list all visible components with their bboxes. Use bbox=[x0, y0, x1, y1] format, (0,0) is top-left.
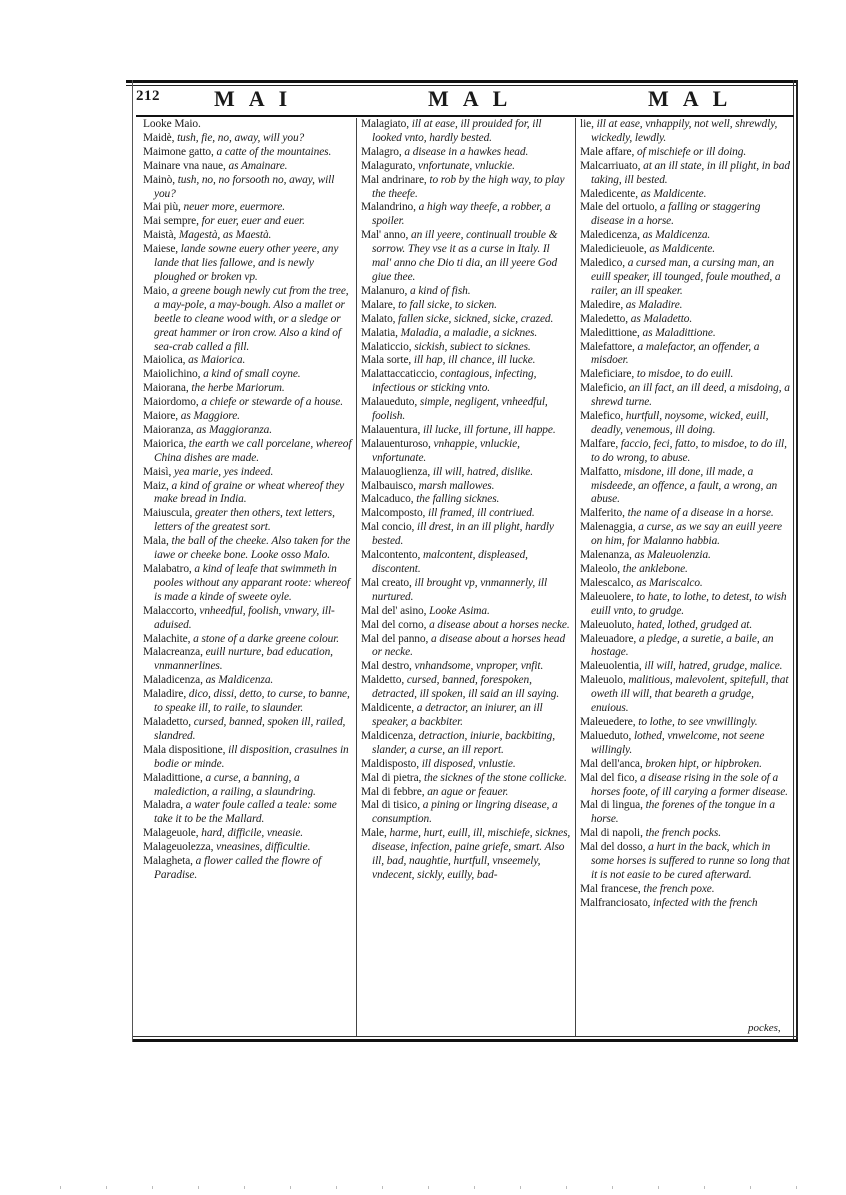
dictionary-entry: Maledittione, as Maladittione. bbox=[580, 326, 716, 339]
dictionary-entry: Maledicieuole, as Maldicente. bbox=[580, 243, 716, 256]
catchword: pockes, bbox=[748, 1022, 781, 1034]
border-left-rule bbox=[132, 80, 133, 1042]
dictionary-column-1 bbox=[143, 118, 353, 1036]
dictionary-entry: Malattaccaticcio, contagious, infecting, infectious or sticking vnto. bbox=[361, 368, 537, 395]
dictionary-entry: Maleficiare, to misdoe, to do euill. bbox=[580, 368, 734, 381]
border-top-rule bbox=[126, 80, 798, 83]
dictionary-entry: Malcontento, malcontent, displeased, discontent. bbox=[361, 549, 528, 575]
dictionary-entry: Malefico, hurtfull, noysome, wicked, euill, deadly, venemous, ill doing. bbox=[580, 410, 769, 436]
dictionary-entry: Malacreanza, euill nurture, bad education, vnmannerlines. bbox=[143, 646, 333, 673]
dictionary-entry: Mal dell'anca, broken hipt, or hipbroken. bbox=[580, 757, 762, 770]
dictionary-entry: Malenanza, as Maleuolenzia. bbox=[580, 549, 711, 562]
dictionary-entry: Maledicenza, as Maldicenza. bbox=[580, 229, 711, 242]
dictionary-entry: Malenaggia, a curse, as we say an euill yeere on him, for Malanno habbia. bbox=[580, 521, 782, 548]
dictionary-entry: Mal' anno, an ill yeere, continuall trouble & sorrow. They vse it as a curse in Italy. Il mal' anno che Dio ti dia, an ill yeere God giue thee. bbox=[361, 229, 558, 283]
dictionary-entry: Maleuolentia, ill will, hatred, grudge, malice. bbox=[580, 660, 783, 673]
dictionary-entry: Maleuedere, to lothe, to see vnwillingly. bbox=[580, 715, 758, 728]
dictionary-entry: Mala sorte, ill hap, ill chance, ill lucke. bbox=[361, 354, 536, 367]
dictionary-entry: Mal del fico, a disease rising in the sole of a horses foote, of ill carying a former disease. bbox=[580, 771, 788, 798]
dictionary-entry: Mal di tisico, a pining or lingring disease, a consumption. bbox=[361, 799, 558, 826]
dictionary-entry: Male, harme, hurt, euill, ill, mischiefe, sicknes, disease, infection, paine griefe, smart. Also ill, bad, naughtie, hurtfull, vnseemely, vndecent, sickly, euilly, bad- bbox=[361, 827, 571, 881]
dictionary-entry: Mal creato, ill brought vp, vnmannerly, ill nurtured. bbox=[361, 576, 548, 603]
dictionary-entry: Mal francese, the french poxe. bbox=[580, 882, 715, 895]
dictionary-entry: Malauoglienza, ill will, hatred, dislike. bbox=[361, 465, 534, 478]
dictionary-entry: Maiese, lande sowne euery other yeere, any lande that lies fallowe, and is newly ploughed or broken vp. bbox=[143, 243, 339, 283]
border-bottom-rule-inner bbox=[132, 1036, 798, 1037]
dictionary-entry: Maleuolo, malitious, malevolent, spitefull, that oweth ill will, that beareth a grudge, enuious. bbox=[580, 674, 789, 715]
dictionary-entry: Mal di lingua, the forenes of the tongue in a horse. bbox=[580, 799, 776, 826]
dictionary-entry: Looke Maio. bbox=[143, 118, 201, 130]
dictionary-entry: Maldetto, cursed, banned, forespoken, detracted, ill spoken, ill said an ill saying. bbox=[361, 674, 560, 701]
dictionary-column-3 bbox=[580, 118, 790, 1036]
dictionary-entry: Maleuoluto, hated, lothed, grudged at. bbox=[580, 618, 753, 631]
dictionary-entry: Malefattore, a malefactor, an offender, a misdoer. bbox=[580, 340, 760, 367]
dictionary-entry: Malandrino, a high way theefe, a robber, a spoiler. bbox=[361, 201, 551, 228]
dictionary-entry: Mainare vna naue, as Amainare. bbox=[143, 159, 288, 172]
dictionary-entry: Maiolica, as Maiorica. bbox=[143, 354, 246, 367]
dictionary-entry: Maiolichino, a kind of small coyne. bbox=[143, 368, 301, 381]
dictionary-entry: lie, ill at ease, vnhappily, not well, shrewdly, wickedly, lewdly. bbox=[580, 118, 778, 144]
running-head-middle: MAL bbox=[428, 86, 522, 111]
running-head-right: MAL bbox=[648, 86, 742, 111]
dictionary-entry: Malcarriuato, at an ill state, in ill plight, in bad taking, ill bested. bbox=[580, 159, 790, 186]
header-rule bbox=[136, 115, 794, 117]
dictionary-entry: Maimone gatto, a catte of the mountaines. bbox=[143, 145, 332, 158]
dictionary-entry: Maldicenza, detraction, iniurie, backbiting, slander, a curse, an ill report. bbox=[361, 729, 555, 756]
dictionary-entry: Maiz, a kind of graine or wheat whereof they make bread in India. bbox=[143, 479, 345, 506]
dictionary-entry: Malferito, the name of a disease in a horse. bbox=[580, 507, 774, 520]
dictionary-entry: Maladra, a water foule called a teale: some take it to be the Mallard. bbox=[143, 799, 337, 826]
border-right-rule bbox=[796, 80, 798, 1042]
dictionary-entry: Malageuolezza, vneasines, difficultie. bbox=[143, 841, 311, 854]
dictionary-entry: Malfatto, misdone, ill done, ill made, a misdeede, an offence, a fault, a wrong, an abuse. bbox=[580, 465, 778, 506]
dictionary-entry: Malaueduto, simple, negligent, vnheedful, foolish. bbox=[361, 396, 548, 423]
dictionary-entry: Maladicenza, as Maldicenza. bbox=[143, 674, 274, 687]
running-head-left: MAI bbox=[214, 86, 302, 111]
dictionary-entry: Malageuole, hard, difficile, vneasie. bbox=[143, 827, 304, 840]
dictionary-entry: Malfare, faccio, feci, fatto, to misdoe, to do ill, to do wrong, to abuse. bbox=[580, 437, 787, 464]
dictionary-entry: Malfranciosato, infected with the french bbox=[580, 896, 758, 909]
dictionary-entry: Mal del' asino, Looke Asima. bbox=[361, 604, 490, 617]
dictionary-entry: Maiore, as Maggiore. bbox=[143, 410, 240, 423]
dictionary-entry: Maioranza, as Maggioranza. bbox=[143, 423, 273, 436]
dictionary-entry: Malcaduco, the falling sicknes. bbox=[361, 493, 500, 506]
dictionary-entry: Mal del dosso, a hurt in the back, which in some horses is suffered to runne so long that it is not easie to be cured afterward. bbox=[580, 841, 790, 881]
border-right-rule-inner bbox=[793, 80, 794, 1042]
column-divider-2 bbox=[575, 118, 576, 1036]
dictionary-entry: Malaticcio, sickish, subiect to sicknes. bbox=[361, 340, 531, 353]
dictionary-entry: Mal del panno, a disease about a horses head or necke. bbox=[361, 632, 566, 659]
dictionary-entry: Malagro, a disease in a hawkes head. bbox=[361, 145, 529, 158]
dictionary-entry: Maleuadore, a pledge, a suretie, a baile, an hostage. bbox=[580, 632, 774, 659]
dictionary-entry: Mal destro, vnhandsome, vnproper, vnfit. bbox=[361, 660, 544, 673]
dictionary-entry: Maidè, tush, fie, no, away, will you? bbox=[143, 131, 305, 144]
dictionary-entry: Maledire, as Maladire. bbox=[580, 298, 683, 311]
dictionary-entry: Maldisposto, ill disposed, vnlustie. bbox=[361, 757, 516, 770]
dictionary-entry: Maleolo, the anklebone. bbox=[580, 563, 688, 575]
dictionary-entry: Maladire, dico, dissi, detto, to curse, to banne, to speake ill, to raile, to slaunder. bbox=[143, 688, 350, 715]
dictionary-entry: Mal concio, ill drest, in an ill plight, hardly bested. bbox=[361, 521, 554, 548]
scan-speckle bbox=[60, 1186, 820, 1189]
dictionary-entry: Male del ortuolo, a falling or staggering disease in a horse. bbox=[580, 201, 761, 228]
dictionary-entry: Malato, fallen sicke, sickned, sicke, crazed. bbox=[361, 312, 554, 325]
dictionary-entry: Malbauisco, marsh mallowes. bbox=[361, 479, 495, 492]
dictionary-entry: Maledicente, as Maldicente. bbox=[580, 187, 707, 200]
dictionary-entry: Maiorica, the earth we call porcelane, whereof China dishes are made. bbox=[143, 437, 352, 464]
page-header bbox=[136, 86, 792, 114]
dictionary-entry: Maiordomo, a chiefe or stewarde of a house. bbox=[143, 396, 343, 409]
dictionary-entry: Male affare, of mischiefe or ill doing. bbox=[580, 145, 747, 158]
dictionary-entry: Malagheta, a flower called the flowre of Paradise. bbox=[143, 855, 322, 881]
dictionary-entry: Malauentura, ill lucke, ill fortune, ill happe. bbox=[361, 423, 556, 436]
dictionary-entry: Malagurato, vnfortunate, vnluckie. bbox=[361, 159, 515, 172]
dictionary-entry: Maio, a greene bough newly cut from the tree, a may-pole, a may-bough. Also a mallet or beetle to cleane wood with, or a sledge or great hammer or iron crow. Also a kind of sea-crab called a fill. bbox=[143, 284, 349, 353]
dictionary-entry: Malanuro, a kind of fish. bbox=[361, 284, 471, 297]
dictionary-column-2 bbox=[361, 118, 571, 1036]
dictionary-entry: Mala dispositione, ill disposition, crasulnes in bodie or minde. bbox=[143, 743, 349, 770]
dictionary-entry: Malagiato, ill at ease, ill prouided for, ill looked vnto, hardly bested. bbox=[361, 118, 542, 144]
dictionary-entry: Maleuolere, to hate, to lothe, to detest, to wish euill vnto, to grudge. bbox=[580, 590, 787, 617]
dictionary-entry: Malcomposto, ill framed, ill contriued. bbox=[361, 507, 535, 520]
dictionary-entry: Maladetto, cursed, banned, spoken ill, railed, slandred. bbox=[143, 715, 346, 742]
dictionary-entry: Mal andrinare, to rob by the high way, to play the theefe. bbox=[361, 173, 565, 200]
page-number: 212 bbox=[136, 88, 160, 104]
dictionary-entry: Malaccorto, vnheedful, foolish, vnwary, ill-aduised. bbox=[143, 604, 335, 631]
dictionary-entry: Mala, the ball of the cheeke. Also taken for the iawe or cheeke bone. Looke osso Malo. bbox=[143, 535, 351, 562]
dictionary-entry: Mal di febbre, an ague or feauer. bbox=[361, 785, 509, 798]
dictionary-entry: Malare, to fall sicke, to sicken. bbox=[361, 298, 497, 311]
dictionary-entry: Mal di napoli, the french pocks. bbox=[580, 827, 721, 840]
dictionary-entry: Maleficio, an ill fact, an ill deed, a misdoing, a shrewd turne. bbox=[580, 382, 790, 409]
dictionary-entry: Mai sempre, for euer, euer and euer. bbox=[143, 215, 305, 228]
dictionary-entry: Maiorana, the herbe Mariorum. bbox=[143, 382, 285, 395]
dictionary-entry: Maladittione, a curse, a banning, a malediction, a railing, a slaundring. bbox=[143, 771, 316, 798]
dictionary-entry: Maistà, Magestà, as Maestà. bbox=[143, 229, 272, 242]
dictionary-entry: Mai più, neuer more, euermore. bbox=[143, 201, 285, 214]
dictionary-entry: Malescalco, as Mariscalco. bbox=[580, 576, 703, 589]
dictionary-entry: Maledetto, as Maladetto. bbox=[580, 312, 693, 325]
dictionary-entry: Malauenturoso, vnhappie, vnluckie, vnfortunate. bbox=[361, 437, 520, 464]
column-divider-1 bbox=[356, 118, 357, 1036]
dictionary-entry: Malueduto, lothed, vnwelcome, not seene willingly. bbox=[580, 729, 765, 756]
dictionary-entry: Maisì, yea marie, yes indeed. bbox=[143, 465, 274, 478]
dictionary-entry: Malachite, a stone of a darke greene colour. bbox=[143, 632, 340, 645]
dictionary-entry: Maldicente, a detractor, an iniurer, an ill speaker, a backbiter. bbox=[361, 702, 543, 728]
dictionary-entry: Mal del corno, a disease about a horses necke. bbox=[361, 618, 570, 631]
dictionary-entry: Mal di pietra, the sicknes of the stone collicke. bbox=[361, 771, 567, 784]
dictionary-entry: Maiuscula, greater then others, text letters, letters of the greatest sort. bbox=[143, 507, 335, 534]
border-bottom-rule bbox=[132, 1039, 798, 1042]
dictionary-entry: Mainò, tush, no, no forsooth no, away, will you? bbox=[143, 173, 335, 200]
dictionary-entry: Malatia, Maladia, a maladie, a sicknes. bbox=[361, 326, 538, 339]
dictionary-entry: Malabatro, a kind of leafe that swimmeth in pooles without any apparant roote: whereof is made a kinde of sweete oyle. bbox=[143, 563, 350, 603]
dictionary-entry: Maledico, a cursed man, a cursing man, an euill speaker, ill tounged, foule mouthed, a railer, an ill speaker. bbox=[580, 257, 781, 297]
